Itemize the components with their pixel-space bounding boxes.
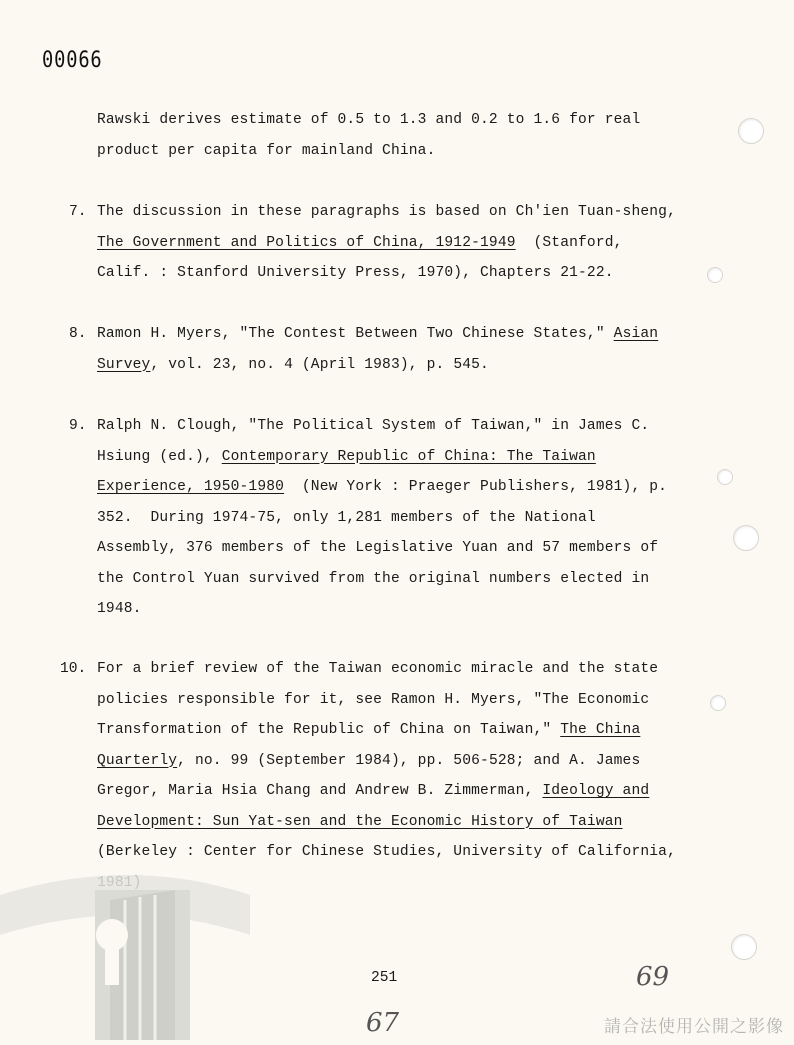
handwritten-note: 67 — [366, 1008, 400, 1038]
note-text: Rawski derives estimate of 0.5 to 1.3 and 0.2 to 1.6 for real — [97, 112, 641, 128]
note-number: 8. — [69, 326, 87, 342]
note-text: Assembly, 376 members of the Legislative Yuan and 57 members of — [97, 540, 659, 556]
note-line — [97, 661, 658, 677]
document-id: 00066 — [42, 48, 103, 73]
punch-hole — [717, 469, 733, 485]
title-text: The Government and Politics of China, 1912-1949 — [97, 234, 516, 251]
note-text: (New York : Praeger Publishers, 1981), p. — [284, 479, 668, 495]
title-text: Survey — [97, 356, 151, 373]
punch-hole — [733, 525, 759, 551]
title-text: Contemporary Republic of China: The Taiwan — [221, 448, 596, 465]
note-text: Ralph N. Clough, "The Political System of Taiwan," in James C. — [97, 418, 650, 434]
note-line — [97, 357, 489, 373]
note-line — [97, 753, 640, 769]
note-line — [97, 571, 649, 587]
note-line — [97, 601, 142, 617]
note-line — [97, 510, 596, 526]
note-text: (Stanford, — [515, 234, 623, 251]
note-text: , no. 99 (September 1984), pp. 506-528; and A. James — [177, 752, 641, 769]
note-line — [97, 479, 667, 495]
note-text: product per capita for mainland China. — [97, 142, 436, 159]
archive-logo-watermark — [0, 855, 260, 1045]
note-text: For a brief review of the Taiwan economic miracle and the state — [97, 661, 659, 677]
note-text: 352. During 1974-75, only 1,281 members of the National — [97, 509, 596, 526]
note-line — [97, 814, 623, 830]
note-line — [97, 265, 614, 281]
title-text: Experience, 1950-1980 — [97, 479, 285, 495]
note-text: 1948. — [97, 601, 142, 617]
note-text: Gregor, Maria Hsia Chang and Andrew B. Zimmerman, — [97, 783, 543, 799]
punch-hole — [707, 267, 723, 283]
note-line — [97, 692, 649, 708]
note-line — [97, 112, 640, 128]
archive-stamp: 請合法使用公開之影像 — [604, 1017, 784, 1037]
note-text: the Control Yuan survived from the original numbers elected in — [97, 570, 650, 587]
note-text: (Berkeley : Center for Chinese Studies, University of California, — [97, 844, 676, 860]
note-text: policies responsible for it, see Ramon H. Myers, "The Economic — [97, 691, 650, 708]
title-text: Asian — [613, 326, 659, 342]
title-text: The China — [560, 722, 641, 738]
note-number: 7. — [69, 204, 87, 220]
note-line — [97, 449, 596, 465]
note-text: The discussion in these paragraphs is based on Ch'ien Tuan-sheng, — [97, 204, 676, 220]
title-text: Ideology and — [542, 783, 650, 799]
note-text: Ramon H. Myers, "The Contest Between Two Chinese States," — [97, 326, 614, 342]
note-number: 9. — [69, 418, 87, 434]
title-text: Quarterly — [97, 752, 178, 769]
note-number: 10. — [60, 661, 87, 677]
punch-hole — [738, 118, 764, 144]
note-line — [97, 540, 658, 556]
punch-hole — [731, 934, 757, 960]
title-text: Development: Sun Yat-sen and the Economic History of Taiwan — [97, 813, 623, 830]
note-line — [97, 326, 658, 342]
note-line — [97, 722, 640, 738]
note-text: Hsiung (ed.), — [97, 448, 222, 465]
punch-hole — [710, 695, 726, 711]
note-line — [97, 143, 436, 159]
note-text: Calif. : Stanford University Press, 1970), Chapters 21-22. — [97, 265, 614, 281]
handwritten-note: 69 — [636, 962, 670, 992]
note-text: , vol. 23, no. 4 (April 1983), p. 545. — [150, 356, 489, 373]
note-line — [97, 418, 649, 434]
note-line — [97, 783, 649, 799]
note-text: Transformation of the Republic of China on Taiwan," — [97, 722, 561, 738]
note-line — [97, 204, 676, 220]
page-number: 251 — [371, 970, 398, 986]
note-line — [97, 235, 623, 251]
